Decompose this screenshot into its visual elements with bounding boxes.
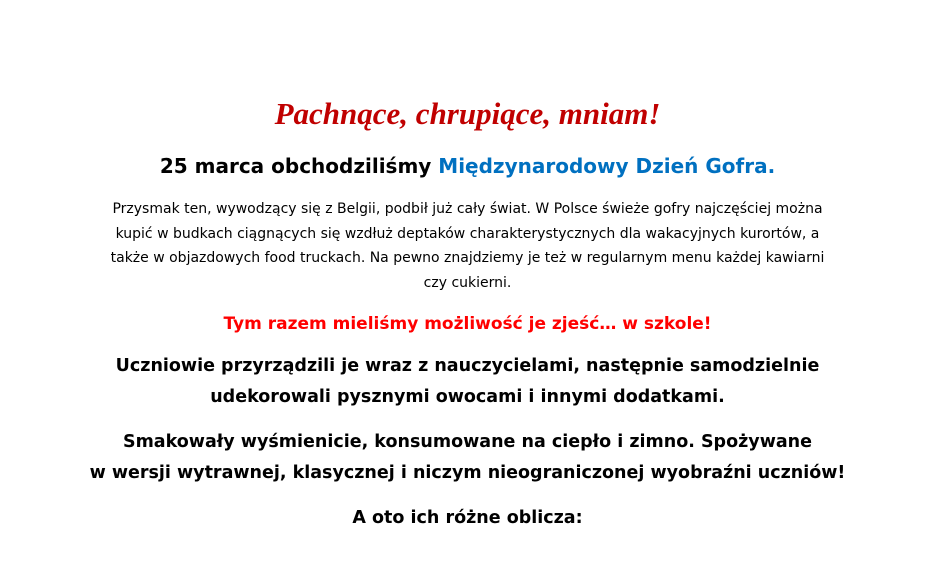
intro-line: także w objazdowych food truckach. Na pewno znajdziemy je też w regularnym menu każdej kawiarni	[110, 250, 825, 266]
page-title: Pachnące, chrupiące, mniam!	[274, 96, 661, 131]
subtitle	[0, 151, 935, 181]
closing-line: A oto ich różne oblicza:	[352, 508, 583, 528]
subtitle-highlight: Międzynarodowy Dzień Gofra.	[438, 154, 776, 178]
intro-line: kupić w budkach ciągnących się wzdłuż deptaków charakterystycznych dla wakacyjnych kurortów, a	[115, 225, 820, 242]
paragraph-taste	[40, 427, 895, 489]
highlight-line: Tym razem mieliśmy możliwość je zjeść… w szkole!	[223, 314, 712, 334]
intro-line: Przysmak ten, wywodzący się z Belgii, podbił już cały świat. W Polsce świeże gofry najczęściej można	[112, 201, 823, 217]
paragraph-line: Smakowały wyśmienicie, konsumowane na ciepło i zimno. Spożywane	[122, 432, 813, 452]
paragraph-line: Uczniowie przyrządzili je wraz z nauczycielami, następnie samodzielnie	[115, 356, 820, 376]
paragraph-line: w wersji wytrawnej, klasycznej i niczym nieograniczonej wyobraźni uczniów!	[89, 463, 846, 483]
subtitle-prefix: 25 marca obchodziliśmy	[159, 154, 439, 178]
paragraph-line: udekorowali pysznymi owocami i innymi dodatkami.	[210, 387, 725, 407]
intro-paragraph	[90, 197, 845, 295]
paragraph-preparation	[60, 351, 875, 413]
intro-line: czy cukierni.	[423, 274, 512, 291]
